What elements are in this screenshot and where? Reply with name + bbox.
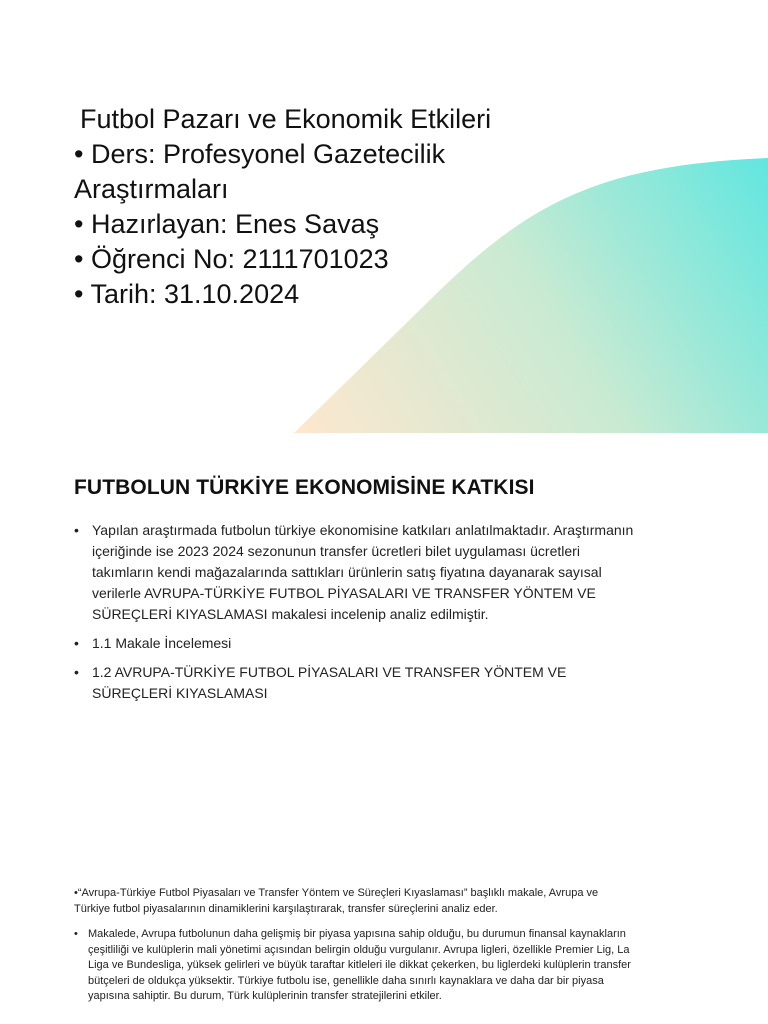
- student-no-line: • Öğrenci No: 2111701023: [74, 244, 389, 274]
- notes-bullet-text: Makalede, Avrupa futbolunun daha gelişmiş bir piyasa yapısına sahip olduğu, bu durumun finansal kaynakların çeşitliliği ve kulüplerin mali yönetimi açısından belirgin olduğu vurgulanır. Avrupa ligleri, özellikle Premier Lig, La Liga ve Bundesliga, yüksek gelirleri ve büyük taraftar kitleleri ile dikkat çekerken, bu liglerdeki kulüplerin transfer bütçeleri de oldukça yüksektir. Türkiye futbolu ise, genellikle daha sınırlı kaynaklara ve daha dar bir piyasa yapısına sahiptir. Bu durum, Türk kulüplerinin transfer stratejilerini etkiler.: [88, 928, 631, 1002]
- list-item: [74, 520, 634, 625]
- author-line: • Hazırlayan: Enes Savaş: [74, 209, 380, 239]
- bullet-marker: •: [74, 928, 78, 940]
- course-line: • Ders: Profesyonel Gazetecilik: [74, 139, 446, 169]
- list-item: [74, 927, 634, 1005]
- bullet-marker: •: [74, 522, 79, 538]
- notes-block: [74, 886, 634, 1005]
- section-bullet-list: [74, 520, 634, 712]
- bullet-text: Yapılan araştırmada futbolun türkiye ekonomisine katkıları anlatılmaktadır. Araştırmanın içeriğinde ise 2023 2024 sezonunun transfer ücretleri bilet uygulaması ücretleri takımların kendi mağazalarında sattıkları ürünlerin satış fiyatına dayanarak sayısal verilerle AVRUPA-TÜRKİYE FUTBOL PİYASALARI VE TRANSFER YÖNTEM VE SÜREÇLERİ KIYASLAMASI makalesi incelenip analiz edilmiştir.: [92, 522, 634, 622]
- bullet-marker: •: [74, 664, 79, 680]
- date-line: • Tarih: 31.10.2024: [74, 279, 300, 309]
- list-item: [74, 662, 634, 704]
- title-slide: [0, 0, 768, 433]
- slide-title: Futbol Pazarı ve Ekonomik Etkileri: [80, 104, 492, 134]
- bullet-text: 1.2 AVRUPA-TÜRKİYE FUTBOL PİYASALARI VE TRANSFER YÖNTEM VE SÜREÇLERİ KIYASLAMASI: [92, 664, 567, 701]
- list-item: [74, 633, 634, 654]
- bullet-marker: •: [74, 635, 79, 651]
- slide-title-block: [74, 102, 574, 312]
- course-line-cont: Araştırmaları: [74, 174, 229, 204]
- notes-list: [74, 927, 634, 1005]
- bullet-text: 1.1 Makale İncelemesi: [92, 635, 232, 651]
- notes-intro: •“Avrupa-Türkiye Futbol Piyasaları ve Transfer Yöntem ve Süreçleri Kıyaslaması” başlıklı makale, Avrupa ve Türkiye futbol piyasalarının dinamiklerini karşılaştırarak, transfer süreçlerini analiz eder.: [74, 887, 599, 915]
- section-heading: FUTBOLUN TÜRKİYE EKONOMİSİNE KATKISI: [74, 476, 535, 499]
